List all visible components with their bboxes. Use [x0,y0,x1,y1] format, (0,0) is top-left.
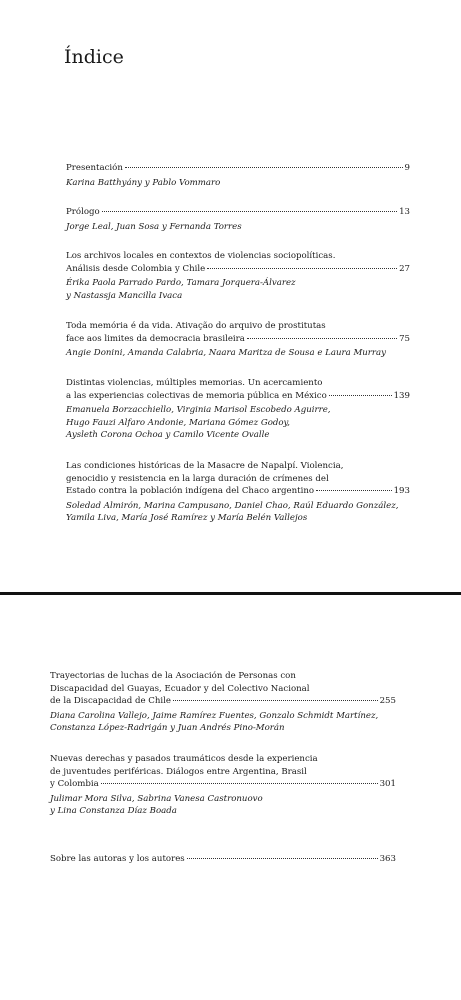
entry-title: Estado contra la población indígena del Chaco argentino [66,486,315,496]
entry-authors: Érika Paola Parrado Pardo, Tamara Jorquera-Álvarez [66,278,296,288]
dot-leader [329,395,392,396]
entry-title: Nuevas derechas y pasados traumáticos desde la experiencia [50,754,318,764]
toc-entry [50,670,396,735]
entry-title: a las experiencias colectivas de memoria pública en México [66,390,327,401]
dot-leader [187,858,378,859]
entry-authors: Diana Carolina Vallejo, Jaime Ramírez Fuentes, Gonzalo Schmidt Martínez, [50,710,379,721]
toc-entry [66,320,410,360]
entry-page: 255 [379,696,396,706]
toc-entry [66,377,410,442]
toc-entry [66,206,410,233]
entry-authors: Angie Donini, Amanda Calabria, Naara Maritza de Sousa e Laura Murray [66,348,386,358]
dot-leader [207,268,397,269]
entry-authors: Soledad Almirón, Marina Campusano, Daniel Chao, Raúl Eduardo González, [66,500,399,511]
entry-page: 9 [404,163,410,173]
entry-title: Los archivos locales en contextos de violencias sociopolíticas. [66,251,336,261]
entry-title: Análisis desde Colombia y Chile [66,263,206,274]
entry-title: de la Discapacidad de Chile [50,696,171,706]
entry-authors: y Lina Constanza Díaz Boada [50,806,177,816]
entry-title: Trayectorias de luchas de la Asociación de Personas con [50,671,296,681]
dot-leader [101,783,378,784]
entry-page: 193 [393,486,410,496]
entry-title: Distintas violencias, múltiples memorias. Un acercamiento [66,378,323,388]
entry-authors: Aysleth Corona Ochoa y Camilo Vicente Ovalle [66,430,270,440]
dot-leader [125,167,403,168]
page-title: Índice [64,46,124,68]
dot-leader [173,700,378,701]
entry-authors: Jorge Leal, Juan Sosa y Fernanda Torres [66,221,242,232]
entry-page: 13 [399,207,410,217]
entry-title: Sobre las autoras y los autores [50,854,185,864]
entry-title: de juventudes periféricas. Diálogos entre Argentina, Brasil [50,766,307,777]
entry-page: 75 [399,333,410,344]
entry-title: Las condiciones históricas de la Masacre de Napalpí. Violencia, [66,461,344,471]
entry-title: Prólogo [66,207,100,217]
toc-entry [66,460,410,525]
entry-page: 27 [399,263,410,274]
entry-authors: Hugo Fauzi Alfaro Andonie, Mariana Gómez Godoy, [66,417,290,428]
entry-title: Toda memória é da vida. Ativação do arquivo de prostitutas [66,321,326,331]
entry-authors: y Nastassja Mancilla Ivaca [66,290,183,301]
entry-title: y Colombia [50,779,99,789]
dot-leader [102,211,397,212]
toc-entry [50,853,396,866]
entry-authors: Karina Batthyány y Pablo Vommaro [66,177,221,188]
entry-authors: Emanuela Borzacchiello, Virginia Marisol Escobedo Aguirre, [66,405,331,415]
toc-entry [66,162,410,189]
entry-page: 301 [379,779,396,789]
entry-page: 139 [393,390,410,401]
entry-title: face aos limites da democracia brasileira [66,333,245,344]
toc-entry [66,250,410,302]
entry-title: Presentación [66,163,123,173]
entry-title: genocidio y resistencia en la larga duración de crímenes del [66,473,329,484]
dot-leader [316,490,392,491]
dot-leader [247,338,397,339]
toc-entry [50,753,396,818]
entry-title: Discapacidad del Guayas, Ecuador y del Colectivo Nacional [50,683,310,694]
entry-page: 363 [379,854,396,864]
entry-authors: Constanza López-Radrigán y Juan Andrés Pino-Morán [50,723,285,733]
entry-authors: Julimar Mora Silva, Sabrina Vanesa Castronuovo [50,793,263,804]
toc-page-2 [0,595,461,1000]
entry-authors: Yamila Liva, María José Ramírez y María Belén Vallejos [66,513,308,523]
